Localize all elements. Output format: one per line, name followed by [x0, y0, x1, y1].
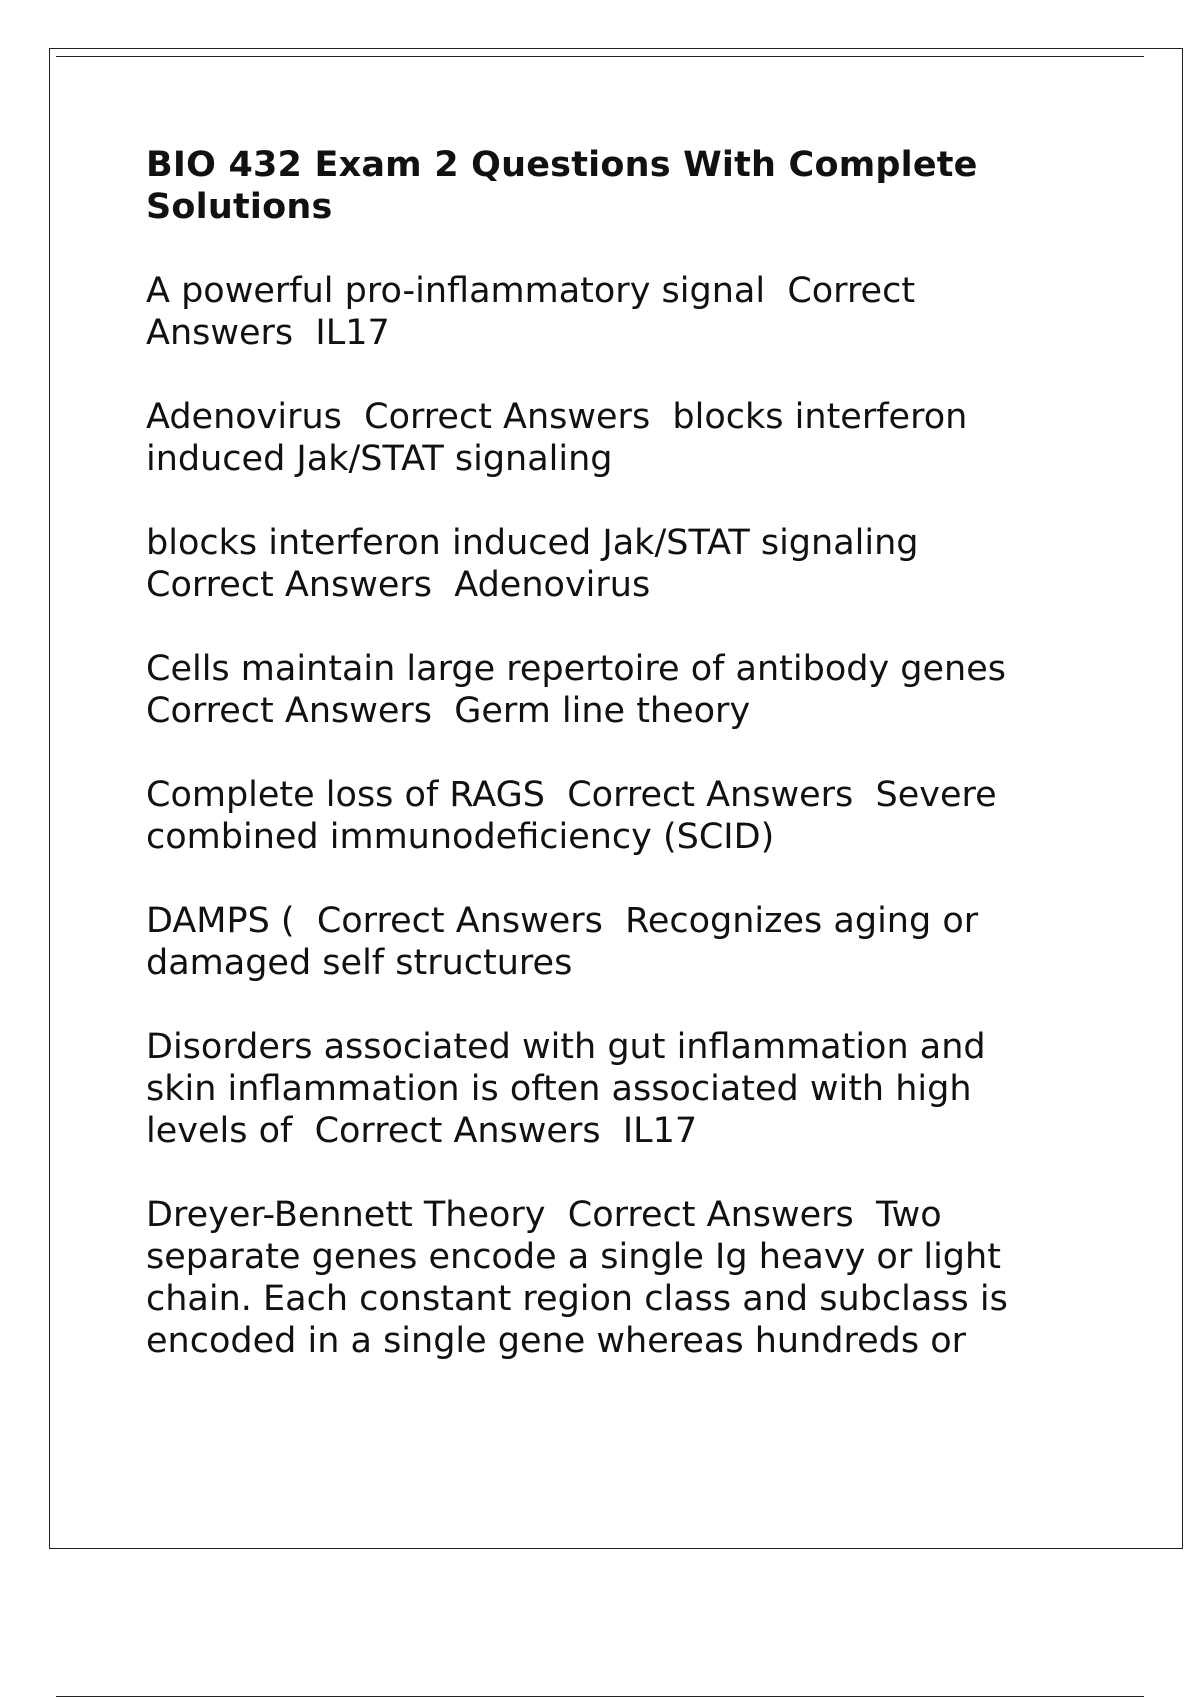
qa-entry: Disorders associated with gut inflammation and skin inflammation is often associated with high levels of Correct Answers IL17	[146, 1027, 997, 1151]
bottom-rule	[56, 1696, 1144, 1697]
qa-entry: Dreyer-Bennett Theory Correct Answers Two separate genes encode a single Ig heavy or light chain. Each constant region class and subclass is encoded in a single gene whereas hundreds or	[146, 1195, 1019, 1361]
qa-entry: DAMPS ( Correct Answers Recognizes aging or damaged self structures	[146, 901, 990, 983]
document-title: BIO 432 Exam 2 Questions With Complete Solutions	[146, 145, 978, 227]
top-rule	[56, 56, 1144, 57]
qa-entry: A powerful pro-inflammatory signal Correct Answers IL17	[146, 271, 927, 353]
qa-entry: Complete loss of RAGS Correct Answers Severe combined immunodeficiency (SCID)	[146, 775, 1008, 857]
qa-entry: Cells maintain large repertoire of antibody genes Correct Answers Germ line theory	[146, 649, 1029, 731]
document-body	[146, 144, 1056, 1404]
qa-entry: blocks interferon induced Jak/STAT signaling Correct Answers Adenovirus	[146, 523, 941, 605]
qa-entry: Adenovirus Correct Answers blocks interferon induced Jak/STAT signaling	[146, 397, 979, 479]
